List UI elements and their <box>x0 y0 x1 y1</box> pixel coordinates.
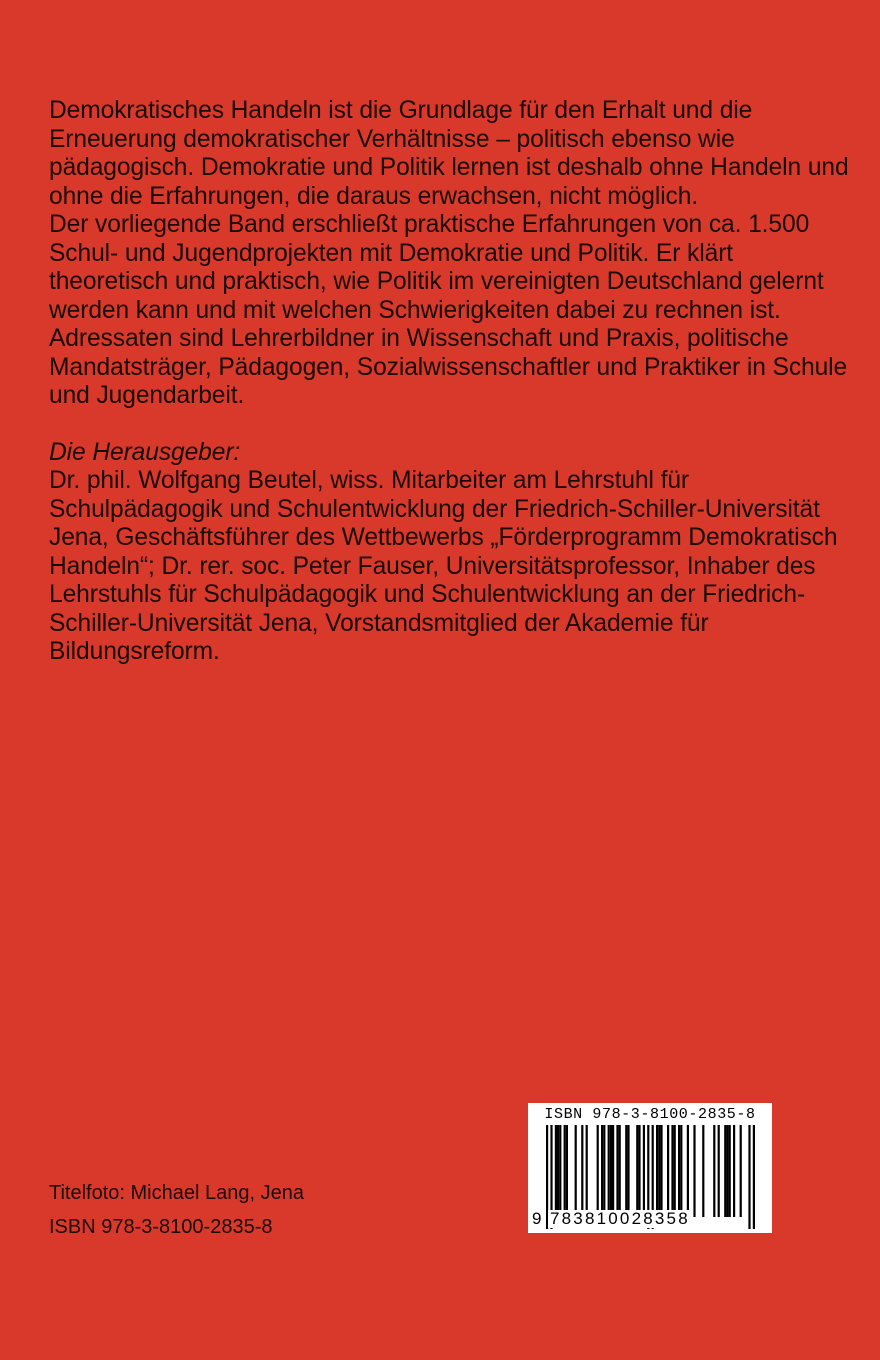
editors-heading: Die Herausgeber: <box>49 438 241 466</box>
barcode-bar <box>625 1125 627 1217</box>
barcode-bar <box>603 1125 605 1217</box>
barcode-bar <box>724 1125 726 1217</box>
barcode-label <box>528 1103 772 1233</box>
isbn-line: ISBN 978-3-8100-2835-8 <box>49 1216 273 1238</box>
barcode-first-digit: 9 <box>532 1209 544 1228</box>
barcode-bar <box>597 1125 599 1217</box>
barcode-bar <box>687 1125 689 1217</box>
barcode-bar <box>564 1125 566 1217</box>
barcode-bar <box>733 1125 735 1217</box>
credits-block <box>49 1176 304 1244</box>
barcode-bar <box>713 1125 715 1217</box>
barcode-bar <box>566 1125 568 1217</box>
barcode-bar <box>718 1125 720 1217</box>
editors-bio: Dr. phil. Wolfgang Beutel, wiss. Mitarbeiter am Lehrstuhl für Schulpädagogik und Schulentwicklung der Friedrich-Schiller-Universität Jena, Geschäftsführer des Wettbewerbs „Förderprogramm Demokratisch Handeln“; Dr. rer. soc. Peter Fauser, Universitätsprofessor, Inhaber des Lehrstuhls für Schulpädagogik und Schulentwicklung an der Friedrich-Schiller-Universität Jena, Vorstandsmitglied der Akademie für Bildungsreform. <box>49 467 838 665</box>
barcode-bar <box>753 1125 755 1229</box>
barcode-digit-string: 783810028358 <box>550 1209 690 1228</box>
back-cover-text <box>49 97 849 667</box>
barcode-bar <box>656 1125 658 1217</box>
barcode-bar <box>601 1125 603 1217</box>
barcode-isbn-text: ISBN 978-3-8100-2835-8 <box>544 1106 756 1123</box>
barcode-bar <box>671 1125 673 1217</box>
barcode-bar <box>680 1125 682 1217</box>
barcode-bar <box>674 1125 676 1217</box>
barcode-bar <box>748 1125 750 1229</box>
barcode-bar <box>638 1125 640 1217</box>
barcode-bar <box>693 1125 695 1217</box>
description-paragraph-1: Demokratisches Handeln ist die Grundlage für den Erhalt und die Erneuerung demokratischer Verhältnisse – politisch ebenso wie pädagogisch. Demokratie und Politik lernen ist deshalb ohne Handeln und ohne die Erfahrungen, die daraus erwachsen, nicht möglich. <box>49 97 849 210</box>
paragraph-spacer <box>49 411 849 439</box>
barcode-bar <box>740 1125 742 1217</box>
barcode-bar <box>586 1125 588 1217</box>
barcode-bar <box>581 1125 583 1217</box>
barcode-bar <box>627 1125 629 1217</box>
barcode-bar <box>575 1125 577 1217</box>
barcode-bar <box>643 1125 645 1217</box>
barcode-bar <box>636 1125 638 1217</box>
barcode-bar <box>667 1125 669 1217</box>
description-paragraph-2: Der vorliegende Band erschließt praktische Erfahrungen von ca. 1.500 Schul- und Jugendprojekten mit Demokratie und Politik. Er klärt theoretisch und praktisch, wie Politik im vereinigten Deutschland gelernt werden kann und mit welchen Schwierigkeiten dabei zu rechnen ist. <box>49 211 824 324</box>
barcode-bar <box>658 1125 660 1217</box>
description-paragraph-3: Adressaten sind Lehrerbildner in Wissenschaft und Praxis, politische Mandatsträger, Pädagogen, Sozialwissenschaftler und Praktiker in Schule und Jugendarbeit. <box>49 325 848 409</box>
barcode-bar <box>702 1125 704 1217</box>
barcode-bar <box>559 1125 561 1217</box>
barcode-bar <box>608 1125 610 1217</box>
barcode-bar <box>612 1125 614 1217</box>
photo-credit: Titelfoto: Michael Lang, Jena <box>49 1182 304 1204</box>
barcode-bar <box>729 1125 731 1217</box>
barcode-bar <box>726 1125 728 1217</box>
barcode-bar <box>619 1125 621 1217</box>
barcode-bar <box>616 1125 618 1217</box>
barcode-bar <box>678 1125 680 1217</box>
barcode-bar <box>555 1125 557 1217</box>
barcode-bar <box>660 1125 662 1217</box>
barcode-bar <box>557 1125 559 1217</box>
barcode-bar <box>610 1125 612 1217</box>
